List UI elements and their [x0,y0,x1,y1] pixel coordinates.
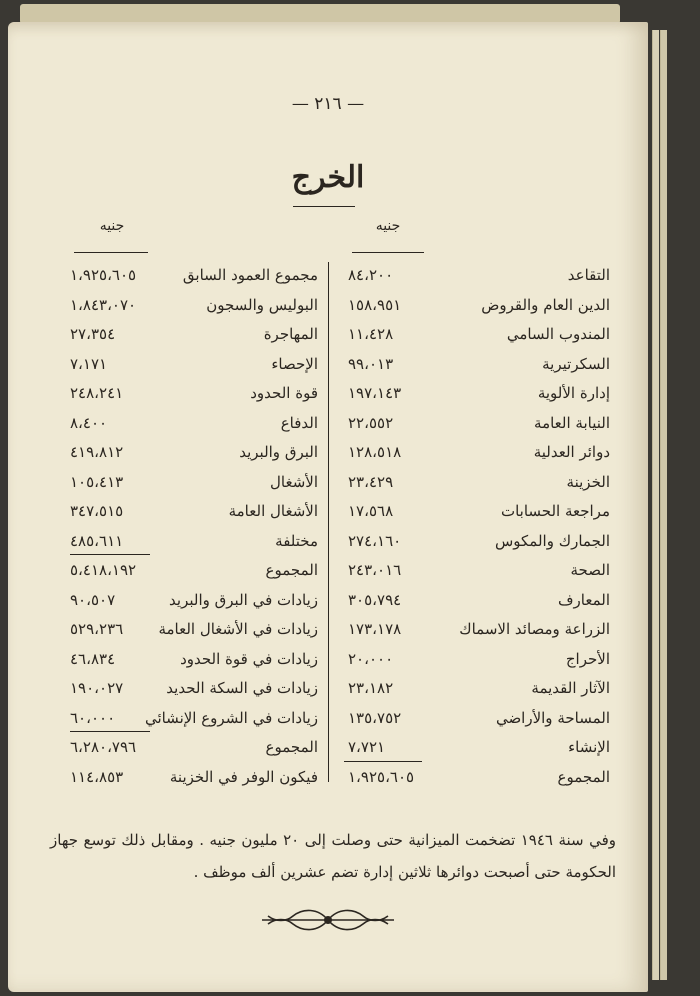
ledger-label: المهاجرة [263,325,318,343]
body-paragraph: وفي سنة ١٩٤٦ تضخمت الميزانية حتى وصلت إلى ٢٠ مليون جنيه . ومقابل ذلك توسع جهاز الحكومة حتى أصبحت دوائرها ثلاثين إدارة تضم عشرين ألف موظف . [50,831,616,881]
ledger-amount: ٣٠٥،٧٩٤ [348,590,402,609]
ledger-label: البوليس والسجون [206,295,318,314]
page-title: الخرج [291,160,365,195]
ledger-label: الأشغال [270,472,318,491]
ledger-label: زيادات في قوة الحدود [180,649,318,668]
ledger-label: المجموع [265,561,318,579]
ledger-amount: ١٧،٥٦٨ [348,502,394,520]
ledger-label: الدين العام والقروض [481,295,610,314]
ledger-label: المساحة والأراضي [495,708,610,727]
ledger-amount: ٨،٤٠٠ [70,413,108,432]
currency-rule-right [352,252,424,253]
ledger-label: النيابة العامة [534,413,610,432]
ledger-row [70,732,318,762]
ledger-row [70,673,318,703]
title-underline [293,206,355,207]
ledger-amount: ٧،١٧١ [70,354,108,373]
ledger-amount: ٤١٩،٨١٢ [70,443,124,461]
ledger-label: التقاعد [567,266,610,284]
total-rule [70,731,150,732]
ledger-label: الزراعة ومصائد الاسماك [459,620,610,638]
ledger-row [348,703,610,733]
page-stack-edge [660,30,667,980]
book-page [8,22,648,992]
ledger-label: زيادات في الأشغال العامة [158,620,318,638]
ledger-label: المندوب السامي [506,325,610,343]
currency-rule-left [74,252,148,253]
ledger-row [70,644,318,674]
ledger-label: الأحراج [565,649,610,668]
ledger-amount: ١٠٥،٤١٣ [70,472,124,491]
page-number: — ٢١٦ — [291,94,365,114]
ledger-amount: ٦،٢٨٠،٧٩٦ [70,738,137,756]
ledger-amount: ١٩٠،٠٢٧ [70,679,124,697]
ledger-row [70,378,318,408]
ledger-amount: ١،٩٢٥،٦٠٥ [70,266,137,284]
ledger-amount: ٤٦،٨٣٤ [70,649,116,668]
ledger-label: الدفاع [280,413,318,432]
ledger-amount: ٥٢٩،٢٣٦ [70,620,124,638]
ledger-row [70,703,318,733]
ledger-label: الإحصاء [271,354,318,373]
currency-label-left: جنيه [99,218,125,234]
ledger-row [348,644,610,674]
ledger-amount: ٢٤٣،٠١٦ [348,561,402,579]
ledger-amount: ٢٧٤،١٦٠ [348,531,402,550]
ledger-amount: ١٧٣،١٧٨ [348,620,402,638]
ledger-row [348,555,610,585]
total-rule [70,554,150,555]
ledger-row [348,585,610,615]
page-top-edge [20,4,620,24]
ledger-amount: ١٣٥،٧٥٢ [348,708,402,727]
ledger-label: الجمارك والمكوس [494,531,610,550]
currency-label-right: جنيه [375,218,401,234]
ledger-label: مختلفة [275,531,318,550]
ledger-row [70,260,318,290]
ledger-amount: ١٥٨،٩٥١ [348,295,402,314]
total-rule [344,761,422,762]
ledger-amount: ١١،٤٢٨ [348,325,394,343]
ledger-amount: ٢٣،١٨٢ [348,679,394,697]
ledger-label: السكرتيرية [542,354,610,373]
ledger-row [348,673,610,703]
ledger-label: زيادات في الشروع الإنشائي [144,708,318,727]
ledger-amount: ١١٤،٨٥٣ [70,767,124,786]
ledger-row [70,762,318,792]
ledger-amount: ٢٢،٥٥٢ [348,413,394,432]
ledger-label: المجموع [557,767,610,786]
ledger-amount: ٢٤٨،٢٤١ [70,384,124,402]
ledger-row [70,526,318,556]
ledger-amount: ٤٨٥،٦١١ [70,531,124,550]
ledger-label: قوة الحدود [250,384,318,402]
ledger-row [70,437,318,467]
ledger-label: زيادات في السكة الحديد [166,679,318,697]
ledger-row [348,408,610,438]
ledger-amount: ٢٠،٠٠٠ [348,649,394,668]
ledger-amount: ٦٠،٠٠٠ [70,708,116,727]
ledger-amount: ٥،٤١٨،١٩٢ [70,561,137,579]
ledger-row [348,526,610,556]
ledger-row [348,467,610,497]
ledger-label: زيادات في البرق والبريد [169,590,318,609]
ledger-row [70,408,318,438]
ledger-row [348,614,610,644]
ledger-label: المجموع [265,738,318,756]
ledger-amount: ١٩٧،١٤٣ [348,384,402,402]
ledger-row [348,496,610,526]
ledger-row [70,614,318,644]
ledger-label: الأشغال العامة [228,502,318,520]
ledger-label: إدارة الألوية [537,384,610,402]
ledger-label: الخزينة [566,472,610,491]
ledger-row [348,732,610,762]
ledger-amount: ٨٤،٢٠٠ [348,266,394,284]
ornament-icon [258,900,398,940]
ledger-row [348,319,610,349]
ledger-label: الإنشاء [568,738,610,756]
ledger-amount: ١،٩٢٥،٦٠٥ [348,767,415,786]
ledger-row [70,585,318,615]
ledger-row [70,467,318,497]
ledger-row [70,319,318,349]
ledger-label: المعارف [557,590,610,609]
ledger-row [348,349,610,379]
ledger-label: البرق والبريد [239,443,318,461]
ledger-label: مجموع العمود السابق [182,266,318,284]
ledger-label: الآثار القديمة [531,679,610,697]
column-divider [328,262,329,782]
ledger-row [348,378,610,408]
ledger-amount: ٢٧،٣٥٤ [70,325,116,343]
ledger-label: دوائر العدلية [533,443,610,461]
ledger-row [348,437,610,467]
ledger-amount: ٩٩،٠١٣ [348,354,394,373]
ledger-row [348,762,610,792]
ledger-row [348,260,610,290]
ledger-label: فيكون الوفر في الخزينة [169,767,318,786]
ledger-label: مراجعة الحسابات [500,502,610,520]
ledger-amount: ٢٣،٤٢٩ [348,472,394,491]
ledger-row [348,290,610,320]
ledger-label: الصحة [570,561,610,579]
ledger-row [70,496,318,526]
ledger-amount: ٩٠،٥٠٧ [70,590,116,609]
ledger-amount: ٣٤٧،٥١٥ [70,502,124,520]
ledger-amount: ١٢٨،٥١٨ [348,443,402,461]
ledger-row [70,349,318,379]
ledger-amount: ٧،٧٢١ [348,738,386,756]
ledger-row [70,555,318,585]
ledger-amount: ١،٨٤٣،٠٧٠ [70,295,137,314]
page-stack-edge [652,30,659,980]
ledger-row [70,290,318,320]
